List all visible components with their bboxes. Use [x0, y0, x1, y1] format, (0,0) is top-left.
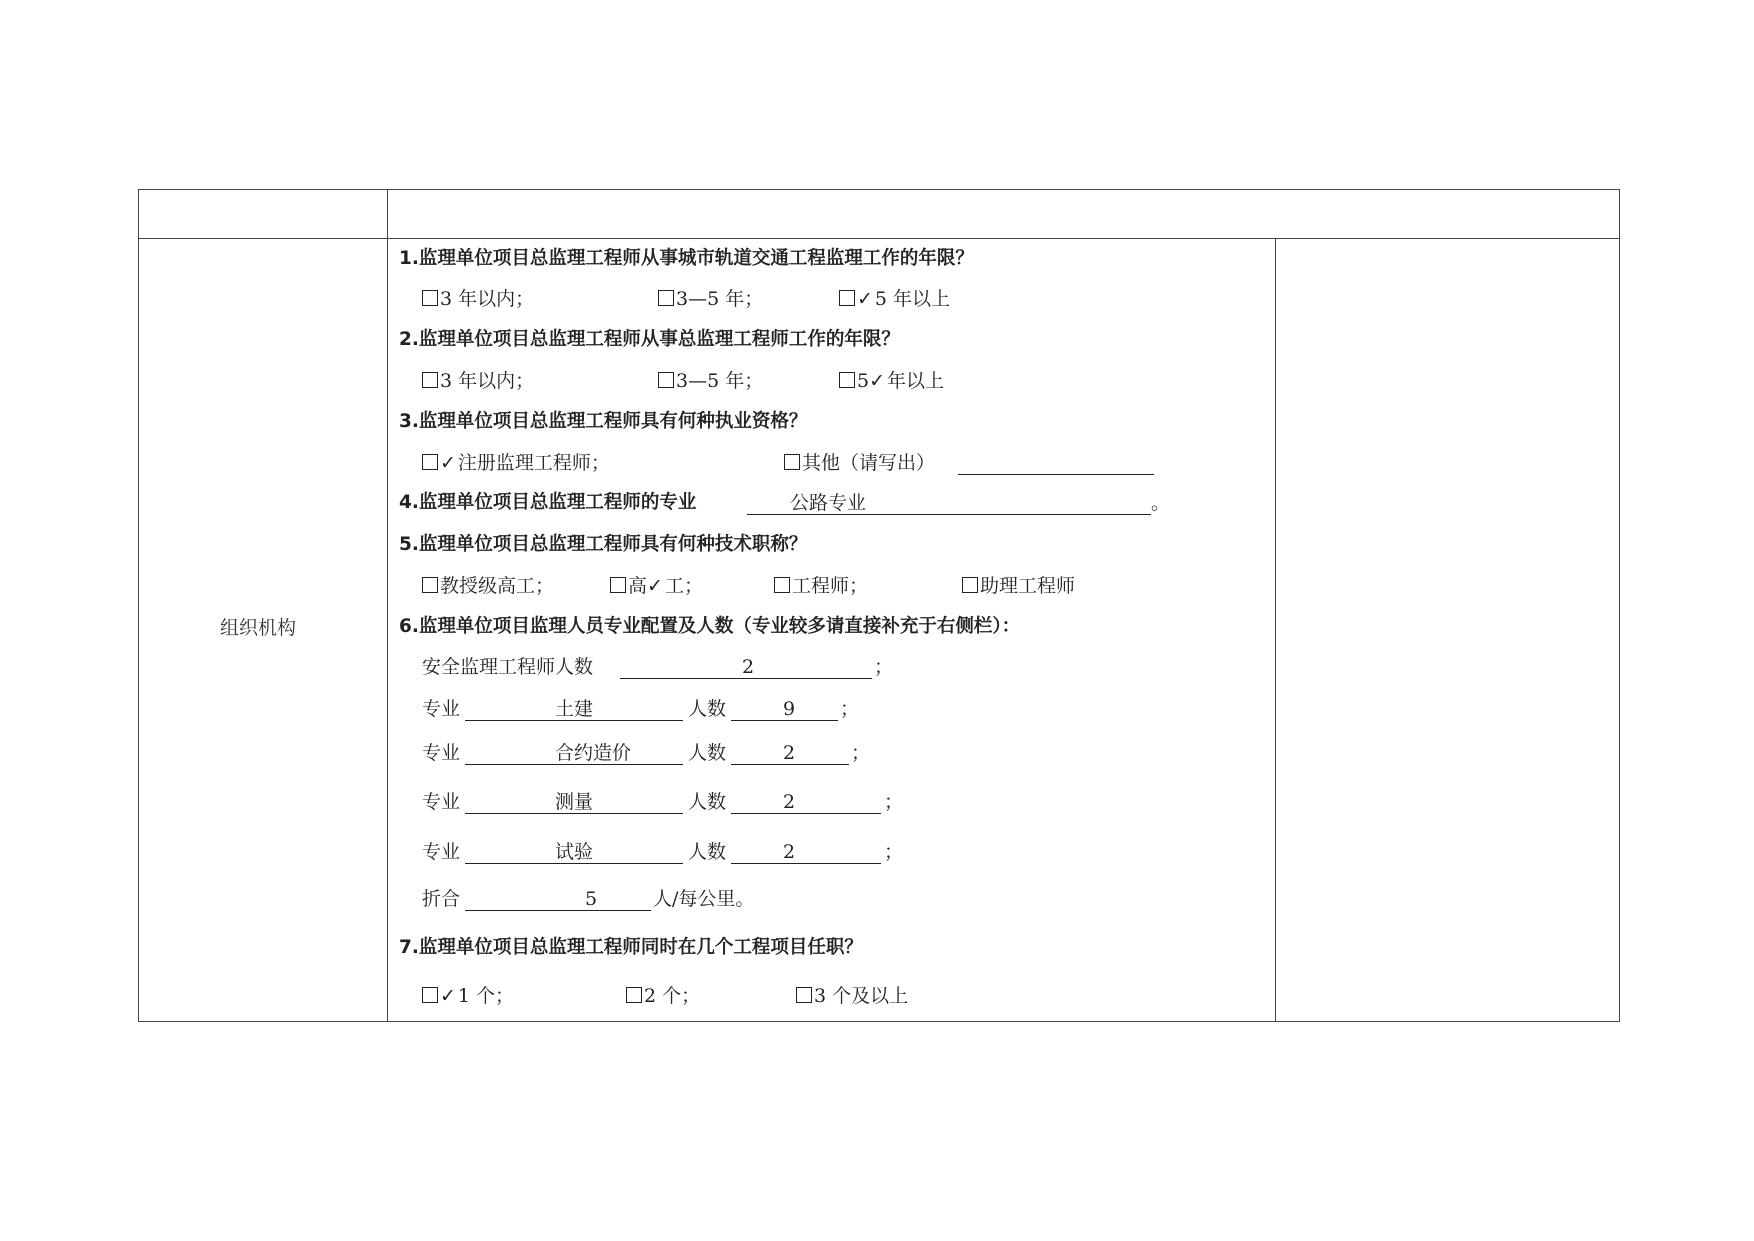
checkbox-icon[interactable]	[784, 454, 800, 470]
semicolon: ；	[874, 656, 894, 678]
q3-option-1[interactable]: ✓ 注册监理工程师；	[422, 451, 610, 475]
checkmark-icon: ✓	[647, 575, 663, 597]
notes-column-divider	[1275, 238, 1276, 1022]
checkbox-icon[interactable]	[422, 290, 438, 306]
count-value: 2	[783, 742, 796, 764]
count-label: 人数	[688, 698, 727, 720]
q5-option-1[interactable]: 教授级高工；	[422, 574, 554, 598]
count-label: 人数	[688, 841, 727, 863]
question-1: 1.监理单位项目总监理工程师从事城市轨道交通工程监理工作的年限？	[399, 248, 974, 269]
count-blank	[731, 813, 881, 814]
question-4: 4.监理单位项目总监理工程师的专业	[399, 492, 697, 513]
q1-option-2[interactable]: 3—5 年；	[658, 287, 763, 311]
safety-engineer-count: 2	[742, 656, 755, 678]
major-label: 专业	[422, 698, 461, 720]
section-label: 组织机构	[220, 617, 297, 639]
semicolon: ；	[851, 742, 871, 764]
checkmark-icon: ✓	[440, 452, 456, 474]
question-7: 7.监理单位项目总监理工程师同时在几个工程项目任职？	[399, 937, 863, 958]
checkbox-icon[interactable]	[839, 290, 855, 306]
semicolon: ；	[840, 698, 860, 720]
count-value: 9	[783, 698, 796, 720]
q5-option-3[interactable]: 工程师；	[774, 574, 868, 598]
checkmark-icon: ✓	[857, 288, 873, 310]
q7-option-2[interactable]: 2 个；	[626, 984, 700, 1008]
checkbox-icon[interactable]	[422, 454, 438, 470]
checkbox-icon[interactable]	[796, 987, 812, 1003]
checkbox-icon[interactable]	[610, 577, 626, 593]
major-value: 土建	[555, 698, 594, 720]
question-2: 2.监理单位项目总监理工程师从事总监理工程师工作的年限？	[399, 329, 900, 350]
count-label: 人数	[688, 791, 727, 813]
question-5: 5.监理单位项目总监理工程师具有何种技术职称？	[399, 534, 808, 555]
checkbox-icon[interactable]	[422, 577, 438, 593]
checkmark-icon: ✓	[869, 370, 886, 392]
q4-major-value: 公路专业	[790, 492, 867, 514]
q5-option-2[interactable]: 高✓ 工；	[610, 574, 703, 598]
major-value: 合约造价	[555, 742, 632, 764]
major-label: 专业	[422, 841, 461, 863]
checkbox-icon[interactable]	[422, 372, 438, 388]
equivalent-value: 5	[585, 888, 598, 910]
label-column-divider	[387, 189, 388, 1022]
checkbox-icon[interactable]	[422, 987, 438, 1003]
header-row-divider	[138, 238, 1620, 239]
q7-option-1[interactable]: ✓ 1 个；	[422, 984, 514, 1008]
equivalent-blank	[465, 910, 651, 911]
equivalent-unit: 人/每公里。	[653, 888, 755, 910]
major-value: 试验	[555, 841, 594, 863]
checkbox-icon[interactable]	[839, 372, 855, 388]
count-value: 2	[783, 841, 796, 863]
q4-suffix: 。	[1151, 492, 1171, 514]
major-label: 专业	[422, 742, 461, 764]
count-label: 人数	[688, 742, 727, 764]
checkbox-icon[interactable]	[774, 577, 790, 593]
checkbox-icon[interactable]	[658, 372, 674, 388]
q3-other-blank[interactable]	[958, 474, 1154, 475]
q3-option-2[interactable]: 其他（请写出）	[784, 451, 935, 475]
q7-option-3[interactable]: 3 个及以上	[796, 984, 908, 1008]
checkbox-icon[interactable]	[626, 987, 642, 1003]
q5-option-4[interactable]: 助理工程师	[962, 574, 1075, 598]
checkbox-icon[interactable]	[962, 577, 978, 593]
q2-option-2[interactable]: 3—5 年；	[658, 369, 763, 393]
count-value: 2	[783, 791, 796, 813]
q2-option-1[interactable]: 3 年以内；	[422, 369, 534, 393]
checkmark-icon: ✓	[440, 985, 456, 1007]
q4-major-blank	[747, 514, 1151, 515]
safety-engineer-label: 安全监理工程师人数	[422, 656, 594, 678]
question-6: 6.监理单位项目监理人员专业配置及人数（专业较多请直接补充于右侧栏）：	[399, 616, 1021, 637]
major-value: 测量	[555, 791, 594, 813]
major-label: 专业	[422, 791, 461, 813]
count-blank	[731, 863, 881, 864]
table-frame	[138, 189, 1620, 1022]
q1-option-1[interactable]: 3 年以内；	[422, 287, 534, 311]
semicolon: ；	[884, 841, 904, 863]
checkbox-icon[interactable]	[658, 290, 674, 306]
semicolon: ；	[884, 791, 904, 813]
q1-option-3[interactable]: ✓ 5 年以上	[839, 287, 950, 311]
question-3: 3.监理单位项目总监理工程师具有何种执业资格？	[399, 411, 808, 432]
equivalent-label: 折合	[422, 888, 461, 910]
q2-option-3[interactable]: 5✓ 年以上	[839, 369, 944, 393]
